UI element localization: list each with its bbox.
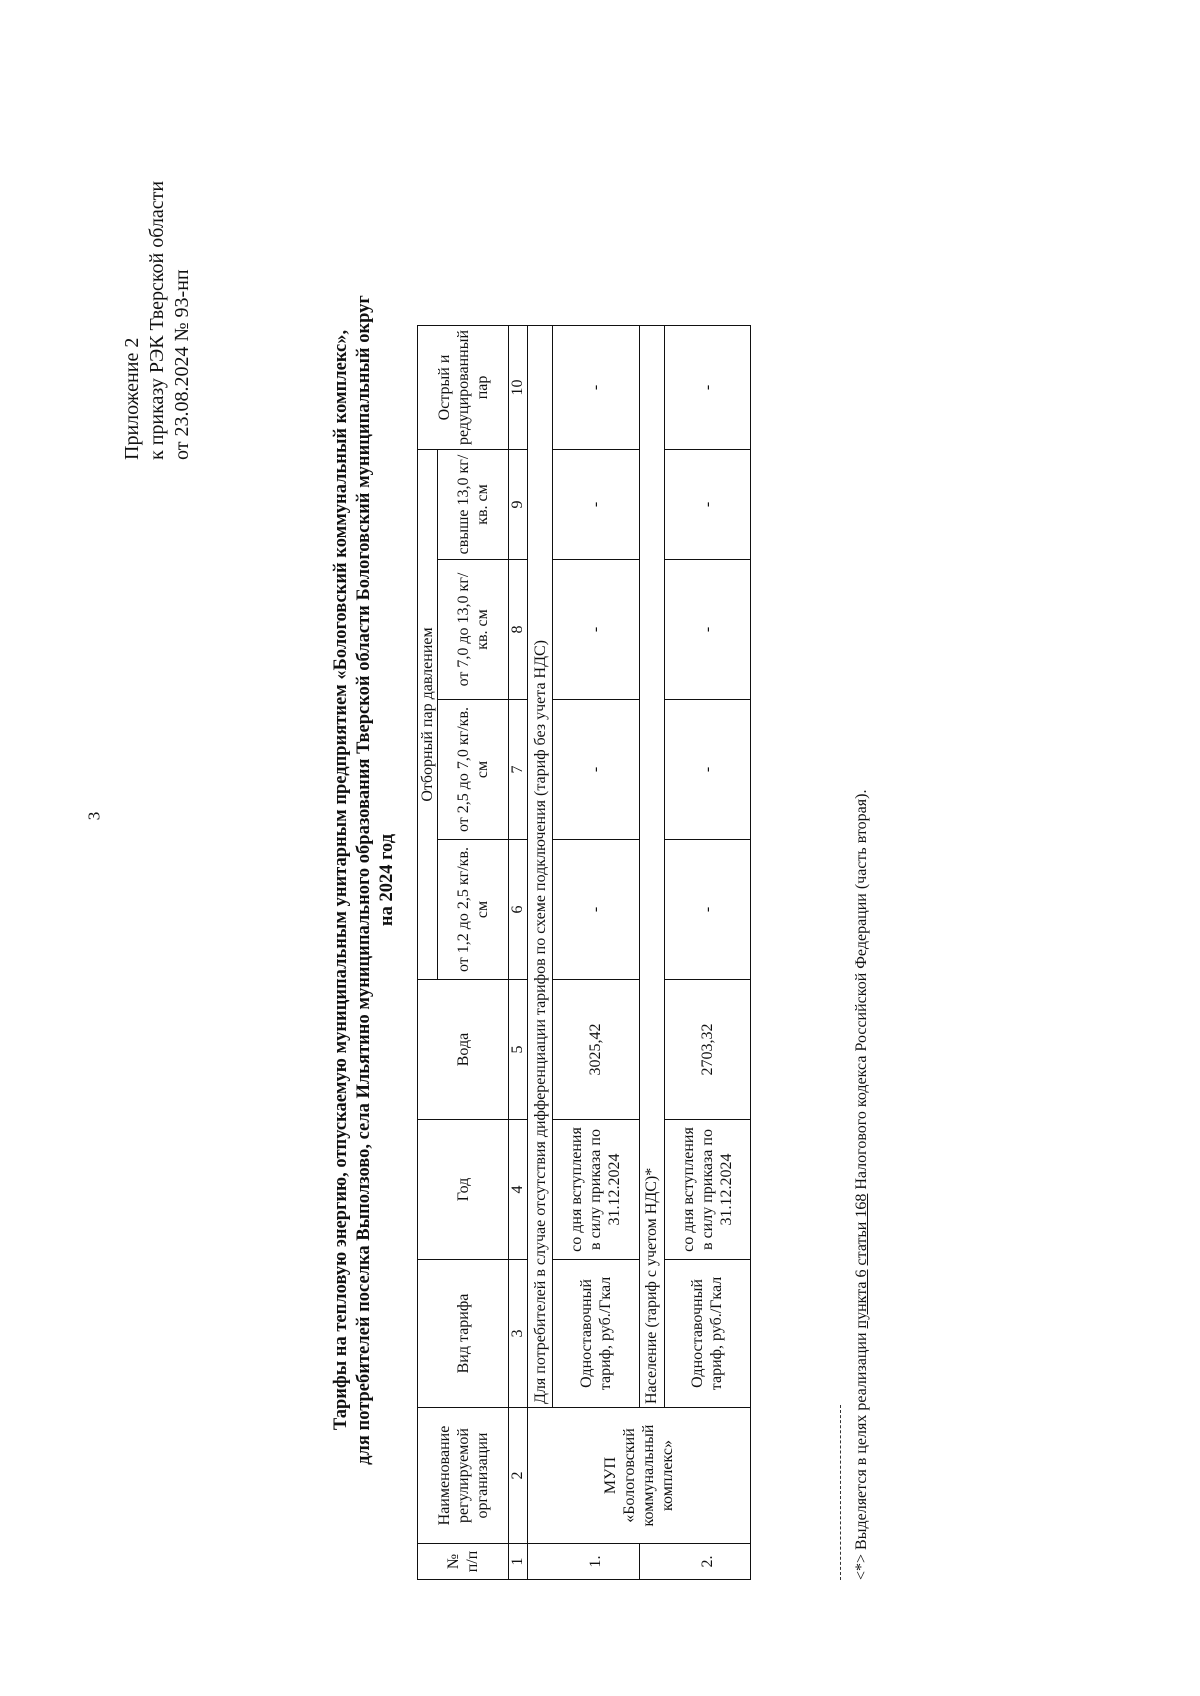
header-water: Вода [418,980,509,1120]
footnote-text-end: Налогового кодекса Российской Федерации (часть вторая). [853,789,870,1194]
sharp-steam-tariff: - [664,325,751,449]
header-steam-4: свыше 13,0 кг/кв. см [438,450,509,560]
steam-1-tariff: - [553,840,640,980]
section-row-2 [639,325,664,1579]
tariff-type: Одноставочный тариф, руб./Гкал [664,1260,751,1408]
column-number-row [509,325,528,1579]
water-tariff: 2703,32 [664,980,751,1120]
organization-name: МУП «Бологовский коммунальный комплекс» [528,1408,751,1544]
title-line-3: на 2024 год [377,833,397,927]
footnote-link-statya[interactable]: статьи 168 [853,1193,870,1266]
header-year: Год [418,1120,509,1260]
blank-cell [639,1544,664,1580]
header-steam-1: от 1,2 до 2,5 кг/кв. см [438,840,509,980]
steam-3-tariff: - [553,560,640,700]
header-row-1 [418,325,438,1579]
appendix-line-2: к приказу РЭК Тверской области [146,180,168,460]
col-number: 5 [509,980,528,1120]
col-number: 6 [509,840,528,980]
section-row-1 [528,325,553,1579]
appendix-line-3: от 23.08.2024 № 93-нп [171,269,193,460]
header-type: Вид тарифа [418,1260,509,1408]
document-title [330,240,399,1520]
appendix-block [120,181,195,460]
col-number: 2 [509,1408,528,1544]
blank-cell [528,1544,553,1580]
section-title-1: Для потребителей в случае отсутствия дифференциации тарифов по схеме подключения (тариф без учета НДС) [528,325,553,1407]
section-title-2: Население (тариф с учетом НДС)* [639,325,664,1407]
col-number: 8 [509,560,528,700]
rotated-document [60,110,1140,1650]
title-line-2: для потребителей поселка Выползово, села Ильятино муниципального образования Тверской области Бологовский муниципальный округ [354,295,374,1465]
steam-4-tariff: - [553,450,640,560]
col-number: 4 [509,1120,528,1260]
tariff-table [417,325,751,1580]
footnote-rule [840,1405,841,1580]
col-number: 10 [509,325,528,449]
sharp-steam-tariff: - [553,325,640,449]
title-line-1: Тарифы на тепловую энергию, отпускаемую муниципальным унитарным предприятием «Бологовский коммунальный комплекс», [331,329,351,1431]
col-number: 7 [509,700,528,840]
footnote-link-punkt[interactable]: пункта 6 [853,1269,870,1329]
col-number: 9 [509,450,528,560]
header-sharp-steam: Острый и редуцированный пар [418,325,509,449]
water-tariff: 3025,42 [553,980,640,1120]
row-num: 2. [664,1544,751,1580]
table-row [664,325,751,1579]
header-steam-3: от 7,0 до 13,0 кг/кв. см [438,560,509,700]
row-num: 1. [553,1544,640,1580]
footnote-space [853,1265,870,1269]
header-org: Наименование регулируемой организации [418,1408,509,1544]
steam-2-tariff: - [664,700,751,840]
header-num: № п/п [418,1544,509,1580]
tariff-period: со дня вступления в силу приказа по 31.12.2024 [553,1120,640,1260]
page-number: 3 [84,811,104,821]
col-number: 1 [509,1544,528,1580]
steam-3-tariff: - [664,560,751,700]
tariff-type: Одноставочный тариф, руб./Гкал [553,1260,640,1408]
col-number: 3 [509,1260,528,1408]
steam-2-tariff: - [553,700,640,840]
header-steam-group: Отборный пар давлением [418,450,438,980]
steam-4-tariff: - [664,450,751,560]
tariff-period: со дня вступления в силу приказа по 31.12.2024 [664,1120,751,1260]
footnote [840,790,871,1580]
table-row [553,325,640,1579]
footnote-text: <*> Выделяется в целях реализации [853,1328,870,1580]
header-steam-2: от 2,5 до 7,0 кг/кв. см [438,700,509,840]
appendix-line-1: Приложение 2 [121,337,143,460]
steam-1-tariff: - [664,840,751,980]
